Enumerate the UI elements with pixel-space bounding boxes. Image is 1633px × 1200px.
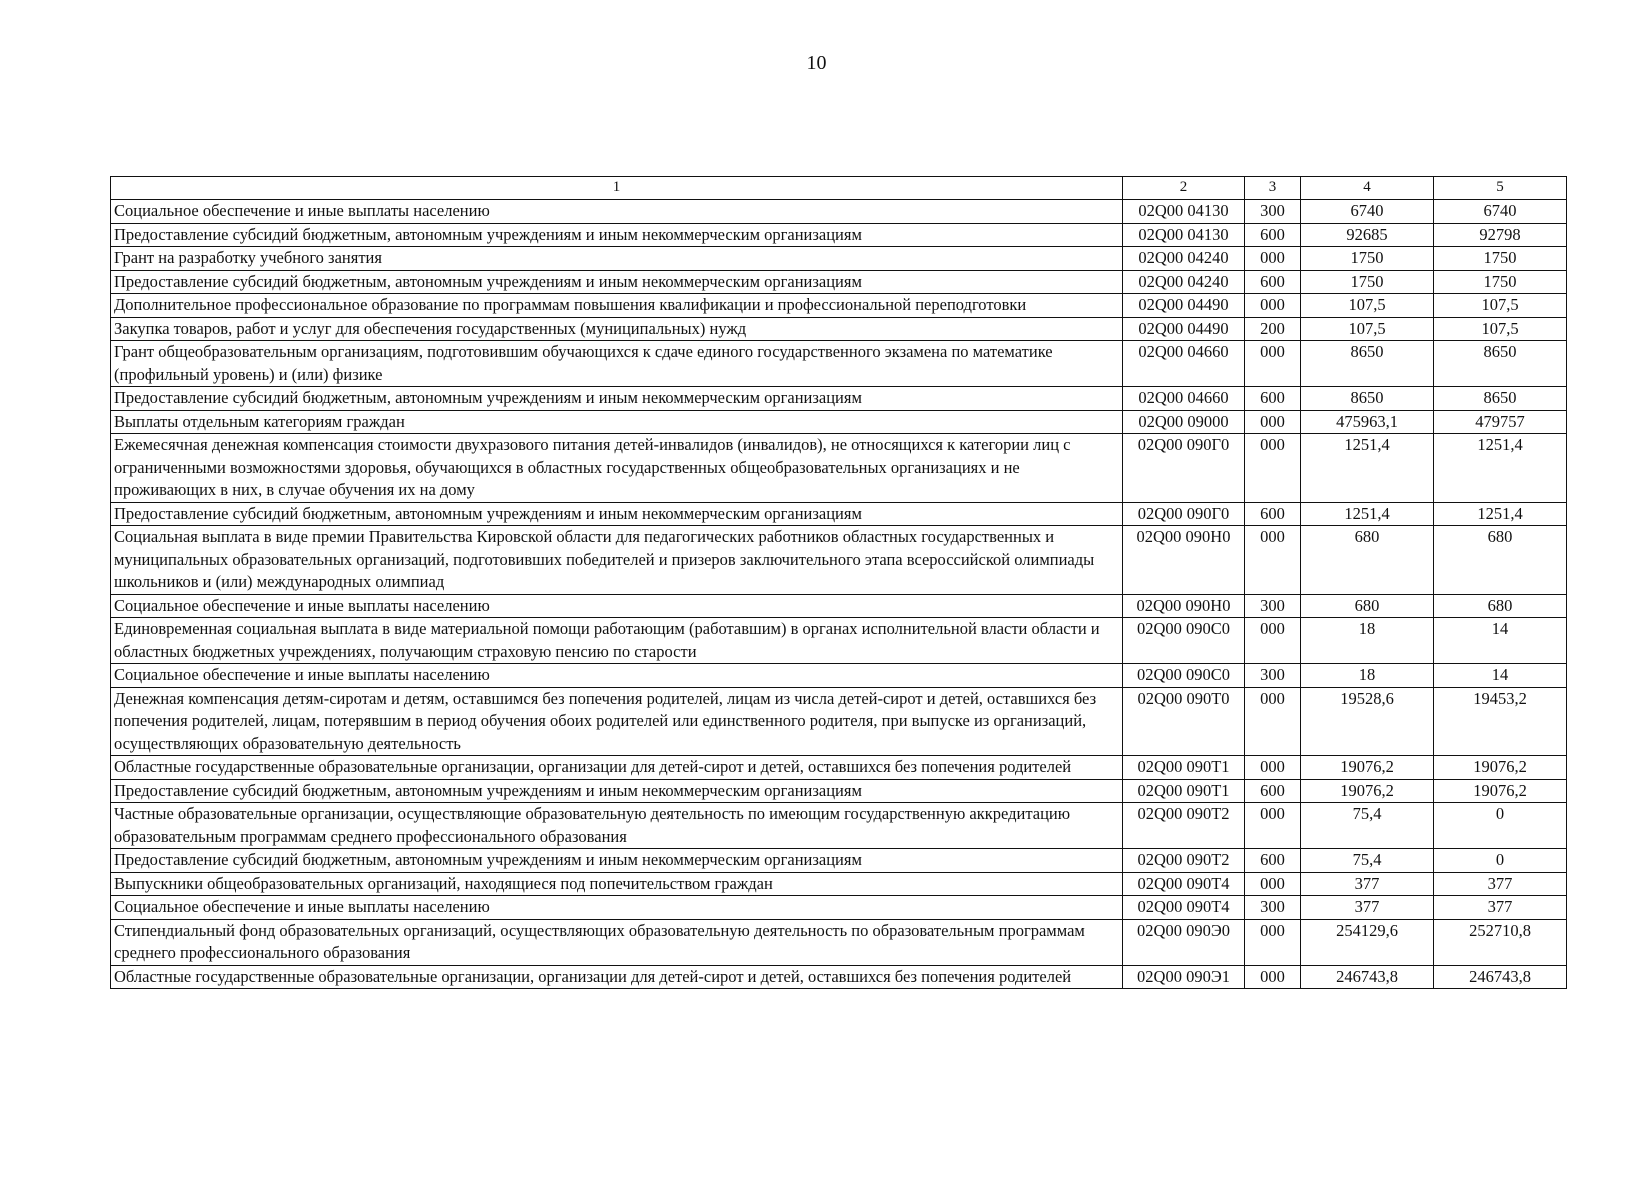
row-description: Денежная компенсация детям-сиротам и детям, оставшимся без попечения родителей, лицам из числа детей-сирот и детей, оставшихся без попечения родителей, лицам, потерявшим в период обучения обоих родителей или единственного родителя, при выпуске из организаций, осуществляющих образовательную деятельность: [111, 687, 1123, 756]
table-row: [111, 223, 1567, 247]
row-amount-year-2: 0: [1434, 803, 1567, 849]
row-amount-year-2: 1750: [1434, 270, 1567, 294]
row-target-code: 02Q00 090Т1: [1123, 779, 1245, 803]
row-amount-year-2: 0: [1434, 849, 1567, 873]
row-target-code: 02Q00 090Т1: [1123, 756, 1245, 780]
row-amount-year-2: 14: [1434, 618, 1567, 664]
row-description: Предоставление субсидий бюджетным, автономным учреждениям и иным некоммерческим организациям: [111, 223, 1123, 247]
table-row: [111, 502, 1567, 526]
row-expense-type: 600: [1245, 270, 1301, 294]
row-description: Социальная выплата в виде премии Правительства Кировской области для педагогических работников областных государственных и муниципальных образовательных организаций, подготовивших победителей и призеров заключительного этапа всероссийской олимпиады школьников и (или) международных олимпиад: [111, 526, 1123, 595]
row-description: Выплаты отдельным категориям граждан: [111, 410, 1123, 434]
row-description: Предоставление субсидий бюджетным, автономным учреждениям и иным некоммерческим организациям: [111, 849, 1123, 873]
table-row: [111, 341, 1567, 387]
row-target-code: 02Q00 04660: [1123, 387, 1245, 411]
row-expense-type: 600: [1245, 779, 1301, 803]
table-row: [111, 872, 1567, 896]
row-amount-year-2: 1251,4: [1434, 434, 1567, 503]
header-col-4: 4: [1301, 177, 1434, 200]
row-amount-year-1: 107,5: [1301, 317, 1434, 341]
row-amount-year-2: 19076,2: [1434, 756, 1567, 780]
row-target-code: 02Q00 090Т0: [1123, 687, 1245, 756]
row-amount-year-1: 19076,2: [1301, 779, 1434, 803]
row-amount-year-2: 8650: [1434, 341, 1567, 387]
row-expense-type: 000: [1245, 526, 1301, 595]
row-description: Стипендиальный фонд образовательных организаций, осуществляющих образовательную деятельность по образовательным программам среднего профессионального образования: [111, 919, 1123, 965]
row-amount-year-2: 246743,8: [1434, 965, 1567, 989]
row-amount-year-1: 19528,6: [1301, 687, 1434, 756]
row-amount-year-2: 19453,2: [1434, 687, 1567, 756]
row-expense-type: 000: [1245, 965, 1301, 989]
row-target-code: 02Q00 04130: [1123, 200, 1245, 224]
row-target-code: 02Q00 090Г0: [1123, 434, 1245, 503]
table-row: [111, 965, 1567, 989]
row-amount-year-1: 1251,4: [1301, 502, 1434, 526]
row-amount-year-2: 680: [1434, 526, 1567, 595]
row-target-code: 02Q00 09000: [1123, 410, 1245, 434]
row-amount-year-2: 1251,4: [1434, 502, 1567, 526]
table-row: [111, 803, 1567, 849]
row-expense-type: 300: [1245, 200, 1301, 224]
row-description: Предоставление субсидий бюджетным, автономным учреждениям и иным некоммерческим организациям: [111, 779, 1123, 803]
table-row: [111, 434, 1567, 503]
row-expense-type: 600: [1245, 223, 1301, 247]
row-amount-year-2: 14: [1434, 664, 1567, 688]
table-row: [111, 896, 1567, 920]
table-row: [111, 618, 1567, 664]
row-target-code: 02Q00 04240: [1123, 247, 1245, 271]
row-expense-type: 300: [1245, 594, 1301, 618]
row-amount-year-1: 475963,1: [1301, 410, 1434, 434]
row-amount-year-2: 8650: [1434, 387, 1567, 411]
row-amount-year-1: 377: [1301, 872, 1434, 896]
row-target-code: 02Q00 090Н0: [1123, 526, 1245, 595]
row-target-code: 02Q00 090Э1: [1123, 965, 1245, 989]
row-amount-year-1: 1251,4: [1301, 434, 1434, 503]
row-expense-type: 600: [1245, 502, 1301, 526]
row-expense-type: 000: [1245, 919, 1301, 965]
row-amount-year-1: 75,4: [1301, 849, 1434, 873]
row-description: Социальное обеспечение и иные выплаты населению: [111, 664, 1123, 688]
row-amount-year-2: 680: [1434, 594, 1567, 618]
row-amount-year-1: 107,5: [1301, 294, 1434, 318]
row-amount-year-1: 377: [1301, 896, 1434, 920]
header-col-2: 2: [1123, 177, 1245, 200]
row-description: Социальное обеспечение и иные выплаты населению: [111, 594, 1123, 618]
table-row: [111, 594, 1567, 618]
table-row: [111, 387, 1567, 411]
table-row: [111, 317, 1567, 341]
row-amount-year-1: 18: [1301, 664, 1434, 688]
row-target-code: 02Q00 04490: [1123, 294, 1245, 318]
row-amount-year-2: 6740: [1434, 200, 1567, 224]
row-expense-type: 300: [1245, 896, 1301, 920]
row-amount-year-2: 92798: [1434, 223, 1567, 247]
row-description: Дополнительное профессиональное образование по программам повышения квалификации и профессиональной переподготовки: [111, 294, 1123, 318]
row-description: Частные образовательные организации, осуществляющие образовательную деятельность по имеющим государственную аккредитацию образовательным программам среднего профессионального образования: [111, 803, 1123, 849]
row-expense-type: 300: [1245, 664, 1301, 688]
row-amount-year-2: 377: [1434, 896, 1567, 920]
row-description: Предоставление субсидий бюджетным, автономным учреждениям и иным некоммерческим организациям: [111, 270, 1123, 294]
row-target-code: 02Q00 090Г0: [1123, 502, 1245, 526]
table-row: [111, 919, 1567, 965]
table-row: [111, 664, 1567, 688]
row-target-code: 02Q00 090Н0: [1123, 594, 1245, 618]
row-expense-type: 000: [1245, 341, 1301, 387]
table-header: [111, 177, 1567, 200]
table-row: [111, 270, 1567, 294]
row-expense-type: 000: [1245, 410, 1301, 434]
row-expense-type: 000: [1245, 247, 1301, 271]
row-description: Социальное обеспечение и иные выплаты населению: [111, 200, 1123, 224]
row-description: Предоставление субсидий бюджетным, автономным учреждениям и иным некоммерческим организациям: [111, 387, 1123, 411]
page-number: 10: [806, 52, 827, 74]
row-target-code: 02Q00 090Т2: [1123, 803, 1245, 849]
table-row: [111, 294, 1567, 318]
row-description: Единовременная социальная выплата в виде материальной помощи работающим (работавшим) в органах исполнительной власти области и областных бюджетных учреждениях, получающим страховую пенсию по старости: [111, 618, 1123, 664]
header-col-1: 1: [111, 177, 1123, 200]
row-target-code: 02Q00 04240: [1123, 270, 1245, 294]
row-target-code: 02Q00 090Т4: [1123, 872, 1245, 896]
row-target-code: 02Q00 090С0: [1123, 618, 1245, 664]
row-amount-year-1: 1750: [1301, 247, 1434, 271]
header-col-3: 3: [1245, 177, 1301, 200]
row-target-code: 02Q00 04130: [1123, 223, 1245, 247]
row-expense-type: 000: [1245, 434, 1301, 503]
table-row: [111, 410, 1567, 434]
table-row: [111, 849, 1567, 873]
row-description: Грант на разработку учебного занятия: [111, 247, 1123, 271]
row-expense-type: 000: [1245, 872, 1301, 896]
row-description: Выпускники общеобразовательных организаций, находящиеся под попечительством граждан: [111, 872, 1123, 896]
row-amount-year-2: 479757: [1434, 410, 1567, 434]
row-expense-type: 000: [1245, 294, 1301, 318]
row-description: Закупка товаров, работ и услуг для обеспечения государственных (муниципальных) нужд: [111, 317, 1123, 341]
row-amount-year-2: 1750: [1434, 247, 1567, 271]
table-row: [111, 200, 1567, 224]
row-amount-year-2: 252710,8: [1434, 919, 1567, 965]
row-target-code: 02Q00 090Э0: [1123, 919, 1245, 965]
row-description: Грант общеобразовательным организациям, подготовившим обучающихся к сдаче единого государственного экзамена по математике (профильный уровень) и (или) физике: [111, 341, 1123, 387]
row-expense-type: 000: [1245, 756, 1301, 780]
row-amount-year-1: 680: [1301, 526, 1434, 595]
row-amount-year-1: 92685: [1301, 223, 1434, 247]
row-target-code: 02Q00 04490: [1123, 317, 1245, 341]
row-amount-year-1: 19076,2: [1301, 756, 1434, 780]
row-amount-year-2: 377: [1434, 872, 1567, 896]
header-col-5: 5: [1434, 177, 1567, 200]
row-description: Предоставление субсидий бюджетным, автономным учреждениям и иным некоммерческим организациям: [111, 502, 1123, 526]
row-target-code: 02Q00 04660: [1123, 341, 1245, 387]
row-amount-year-1: 1750: [1301, 270, 1434, 294]
row-amount-year-1: 246743,8: [1301, 965, 1434, 989]
row-description: Областные государственные образовательные организации, организации для детей-сирот и детей, оставшихся без попечения родителей: [111, 965, 1123, 989]
row-expense-type: 600: [1245, 849, 1301, 873]
row-amount-year-1: 8650: [1301, 387, 1434, 411]
row-amount-year-1: 8650: [1301, 341, 1434, 387]
table-row: [111, 526, 1567, 595]
table-row: [111, 756, 1567, 780]
header-row: [111, 177, 1567, 200]
row-amount-year-1: 18: [1301, 618, 1434, 664]
row-amount-year-2: 107,5: [1434, 317, 1567, 341]
row-target-code: 02Q00 090Т2: [1123, 849, 1245, 873]
row-amount-year-2: 107,5: [1434, 294, 1567, 318]
row-expense-type: 600: [1245, 387, 1301, 411]
row-description: Областные государственные образовательные организации, организации для детей-сирот и детей, оставшихся без попечения родителей: [111, 756, 1123, 780]
row-expense-type: 200: [1245, 317, 1301, 341]
table-row: [111, 687, 1567, 756]
table-row: [111, 779, 1567, 803]
budget-table: [110, 176, 1567, 989]
row-expense-type: 000: [1245, 803, 1301, 849]
row-amount-year-2: 19076,2: [1434, 779, 1567, 803]
table-row: [111, 247, 1567, 271]
row-amount-year-1: 254129,6: [1301, 919, 1434, 965]
row-description: Ежемесячная денежная компенсация стоимости двухразового питания детей-инвалидов (инвалидов), не относящихся к категории лиц с ограниченными возможностями здоровья, обучающихся в областных государственных общеобразовательных организациях и не проживающих в них, в случае обучения их на дому: [111, 434, 1123, 503]
row-description: Социальное обеспечение и иные выплаты населению: [111, 896, 1123, 920]
row-target-code: 02Q00 090С0: [1123, 664, 1245, 688]
table-body: [111, 200, 1567, 989]
row-amount-year-1: 75,4: [1301, 803, 1434, 849]
row-expense-type: 000: [1245, 687, 1301, 756]
row-expense-type: 000: [1245, 618, 1301, 664]
row-target-code: 02Q00 090Т4: [1123, 896, 1245, 920]
row-amount-year-1: 6740: [1301, 200, 1434, 224]
row-amount-year-1: 680: [1301, 594, 1434, 618]
